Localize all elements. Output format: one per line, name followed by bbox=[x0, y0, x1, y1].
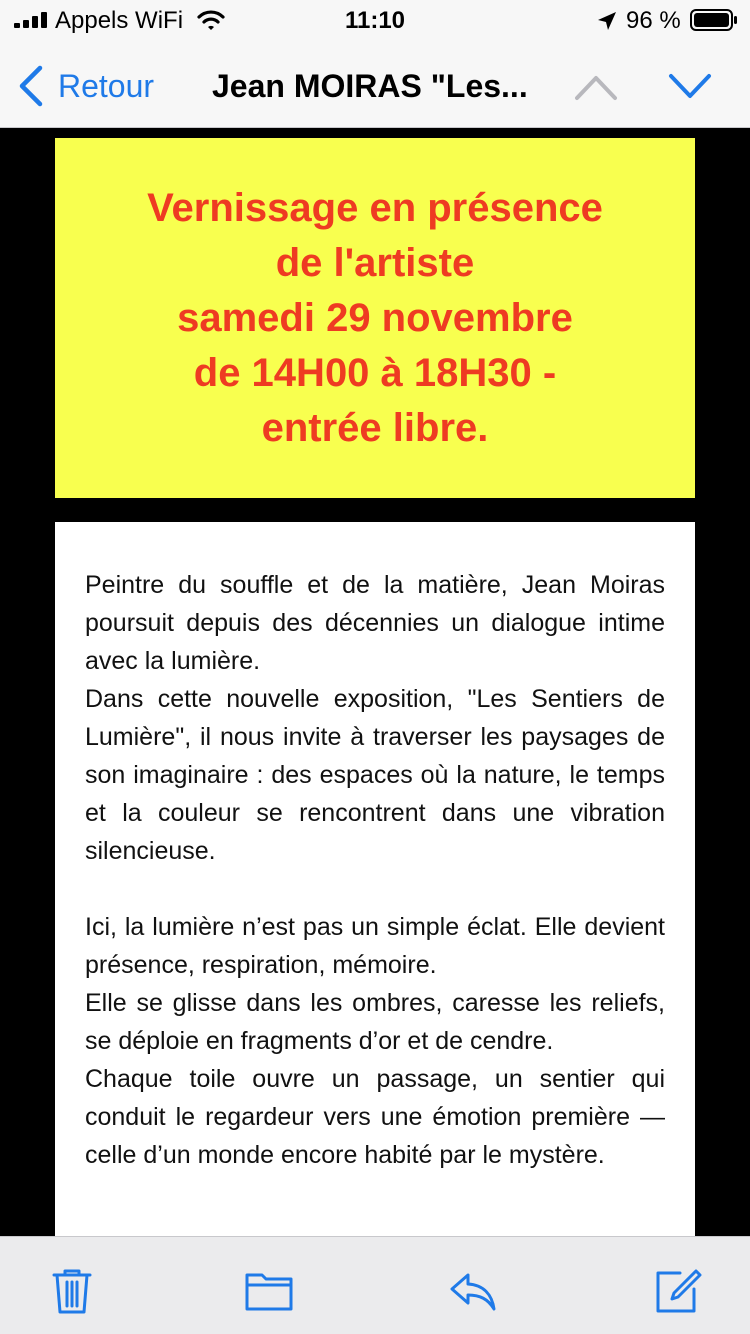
chevron-down-icon bbox=[671, 76, 709, 96]
reply-icon bbox=[452, 1275, 494, 1309]
bottom-toolbar bbox=[0, 1236, 750, 1334]
folder-icon bbox=[247, 1275, 291, 1309]
trash-icon bbox=[54, 1271, 90, 1312]
article-paragraph: Dans cette nouvelle exposition, "Les Sentiers de Lumière", il nous invite à traverser les paysages de son imaginaire : des espaces où la nature, le temps et la couleur se rencontrent dans une vibration silencieuse. bbox=[85, 685, 665, 865]
navigation-bar bbox=[0, 44, 750, 128]
reply-button[interactable] bbox=[448, 1267, 498, 1315]
message-body[interactable] bbox=[0, 128, 750, 1236]
compose-button[interactable] bbox=[652, 1267, 702, 1315]
vernissage-banner bbox=[55, 138, 695, 498]
status-time: 11:10 bbox=[344, 7, 406, 34]
back-button[interactable] bbox=[18, 62, 154, 110]
battery-icon bbox=[690, 9, 738, 31]
banner-line: Vernissage en présence bbox=[147, 185, 603, 230]
banner-line: entrée libre. bbox=[261, 405, 489, 450]
article-paragraph: Elle se glisse dans les ombres, caresse les reliefs, se déploie en fragments d’or et de cendre. bbox=[85, 989, 665, 1055]
battery-percentage: 96 % bbox=[626, 7, 681, 34]
previous-message-button[interactable] bbox=[574, 72, 618, 102]
location-icon bbox=[597, 11, 617, 31]
chevron-left-icon bbox=[18, 65, 44, 107]
banner-line: de l'artiste bbox=[275, 240, 475, 285]
back-label: Retour bbox=[58, 67, 155, 104]
status-bar bbox=[0, 0, 750, 44]
article-paragraph: Chaque toile ouvre un passage, un sentier qui conduit le regardeur vers une émotion première — celle d’un monde encore habité par le mystère. bbox=[85, 1065, 665, 1169]
banner-text bbox=[147, 181, 603, 456]
banner-line: de 14H00 à 18H30 - bbox=[193, 350, 557, 395]
next-message-button[interactable] bbox=[668, 72, 712, 102]
compose-icon bbox=[658, 1271, 700, 1311]
message-subject-title: Jean MOIRAS "Les... bbox=[212, 68, 528, 104]
trash-button[interactable] bbox=[47, 1267, 97, 1315]
article-block bbox=[55, 522, 695, 1236]
banner-line: samedi 29 novembre bbox=[177, 295, 573, 340]
article-paragraph: Peintre du souffle et de la matière, Jean Moiras poursuit depuis des décennies un dialogue intime avec la lumière. bbox=[85, 571, 665, 675]
carrier-label: Appels WiFi bbox=[55, 7, 184, 34]
chevron-up-icon bbox=[577, 78, 615, 98]
move-to-folder-button[interactable] bbox=[244, 1267, 294, 1315]
article-paragraph: Ici, la lumière n’est pas un simple éclat. Elle devient présence, respiration, mémoire. bbox=[85, 913, 665, 979]
